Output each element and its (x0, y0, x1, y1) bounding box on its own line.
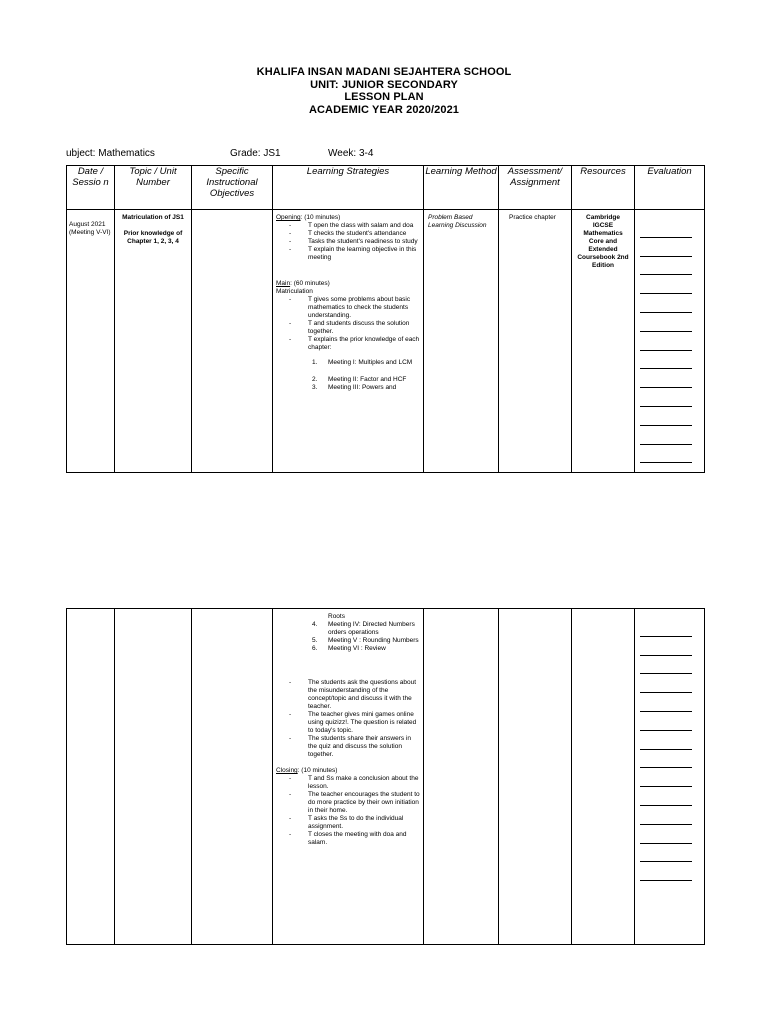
document-header (0, 66, 768, 116)
col-method: Learning Method (424, 166, 499, 210)
topic-title: Matriculation of JS1 (122, 214, 184, 221)
list-item: - The teacher encourages the student to do more practice by their own initiation in their home. (276, 791, 420, 815)
lesson-plan-table (66, 165, 705, 473)
assessment-cell (499, 210, 572, 473)
objectives-cell (192, 210, 273, 473)
list-item: 1. Meeting I: Multiples and LCM (312, 359, 413, 366)
list-item: - The students ask the questions about the misunderstanding of the concept/topic and discuss it with the teacher. (276, 679, 420, 711)
assessment-text: Practice chapter (509, 214, 556, 221)
resources-cell (572, 609, 635, 945)
subject-label: ubject: Mathematics (66, 148, 155, 159)
table-row (67, 210, 705, 473)
method-cell (424, 210, 499, 473)
evaluation-lines (635, 210, 704, 463)
list-item: - T and students discuss the solution together. (276, 320, 420, 336)
resources-text: Cambridge IGCSE Mathematics Core and Extended Coursebook 2nd Edition (577, 214, 629, 269)
opening-time: : (10 minutes) (300, 214, 341, 221)
closing-time: : (10 minutes) (297, 767, 338, 774)
list-item: - The students share their answers in the quiz and discuss the solution together. (276, 735, 420, 759)
objectives-cell (192, 609, 273, 945)
opening-label: Opening (276, 214, 301, 221)
list-item: - T gives some problems about basic mathematics to check the students understanding. (276, 296, 420, 320)
list-item: - Tasks the student's readiness to study (276, 238, 420, 246)
list-item: 6. Meeting VI : Review (312, 645, 386, 652)
list-item: - T explain the learning objective in this meeting (276, 246, 420, 262)
main-label: Main (276, 280, 291, 287)
topic-detail: Prior knowledge of Chapter 1, 2, 3, 4 (123, 230, 183, 245)
roots-text: Roots (328, 613, 345, 620)
list-item: - T asks the Ss to do the individual assignment. (276, 815, 420, 831)
closing-heading (276, 767, 420, 775)
col-strategies: Learning Strategies (273, 166, 424, 210)
main-subtitle: Matriculation (276, 288, 313, 295)
meeting-list (276, 359, 420, 392)
topic-cell (115, 609, 192, 945)
grade-label: Grade: JS1 (230, 148, 281, 159)
lesson-plan-table-continued (66, 608, 705, 945)
session-date: August 2021 (Meeting V-VI) (69, 221, 111, 236)
unit-name: UNIT: JUNIOR SECONDARY (310, 78, 458, 91)
evaluation-cell (635, 210, 705, 473)
list-item: 5. Meeting V : Rounding Numbers (312, 637, 419, 644)
meeting-list (276, 621, 420, 653)
date-cell (67, 609, 115, 945)
main-list (276, 296, 420, 352)
topic-cell (115, 210, 192, 473)
academic-year: ACADEMIC YEAR 2020/2021 (308, 103, 460, 116)
strategies-cell (273, 609, 424, 945)
resources-cell (572, 210, 635, 473)
opening-heading (276, 214, 420, 222)
list-item: 3. Meeting III: Powers and (312, 384, 397, 391)
week-label: Week: 3-4 (328, 148, 374, 159)
main-time: : (60 minutes) (290, 280, 330, 287)
activity-list (276, 679, 420, 759)
col-assessment: Assessment/ Assignment (499, 166, 572, 210)
list-item: - T explains the prior knowledge of each chapter: (276, 336, 420, 352)
list-item: 2. Meeting II: Factor and HCF (312, 376, 407, 383)
table-header-row (67, 166, 705, 210)
document-title: LESSON PLAN (344, 91, 424, 103)
col-evaluation: Evaluation (635, 166, 705, 210)
col-objectives: Specific Instructional Objectives (192, 166, 273, 210)
assessment-cell (499, 609, 572, 945)
main-heading (276, 280, 420, 288)
list-item: - The teacher gives mini games online using quizizz!. The question is related to today's topic. (276, 711, 420, 735)
list-item: - T and Ss make a conclusion about the lesson. (276, 775, 420, 791)
list-item: - T closes the meeting with doa and salam. (276, 831, 420, 847)
col-resources: Resources (572, 166, 635, 210)
method-cell (424, 609, 499, 945)
closing-label: Closing (276, 767, 298, 774)
closing-list (276, 775, 420, 847)
list-item: - T checks the student's attendance (276, 230, 420, 238)
date-cell (67, 210, 115, 473)
strategies-cell (273, 210, 424, 473)
table-row (67, 609, 705, 945)
opening-list (276, 222, 420, 262)
col-date: Date / Sessio n (67, 166, 115, 210)
evaluation-lines (635, 609, 704, 881)
list-item: 4. Meeting IV: Directed Numbers orders operations (312, 621, 415, 636)
school-name: KHALIFA INSAN MADANI SEJAHTERA SCHOOL (256, 66, 512, 78)
list-item: - T open the class with salam and doa (276, 222, 420, 230)
learning-method: Problem Based Learning Discussion (428, 214, 487, 229)
col-topic: Topic / Unit Number (115, 166, 192, 210)
evaluation-cell (635, 609, 705, 945)
